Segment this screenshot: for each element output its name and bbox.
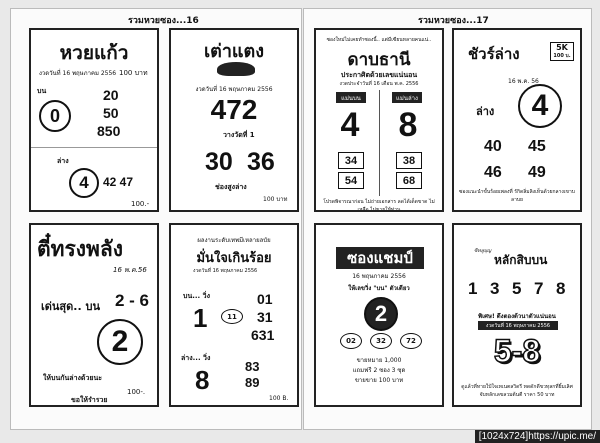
card-tee-song-palang bbox=[29, 223, 159, 407]
badge-bottom: 100 บ. bbox=[553, 53, 571, 59]
number: 7 bbox=[534, 279, 544, 298]
number: 46 bbox=[484, 164, 502, 181]
left-header: รวมหวยซอง...16 bbox=[128, 16, 199, 26]
right-header: รวมหวยซอง...17 bbox=[418, 16, 489, 26]
card-tao-taeng bbox=[169, 28, 299, 212]
option-circle: 72 bbox=[400, 333, 422, 349]
card-date: งวดประจำวันที่ 16 เดือน พ.ค. 2556 bbox=[339, 81, 419, 87]
card-title: ชัวร์ล่าง bbox=[468, 45, 520, 63]
card-subtitle: วางวัดที่ 1 bbox=[223, 131, 255, 139]
number-pair: 2 - 6 bbox=[115, 291, 150, 310]
circle-number: 11 bbox=[221, 309, 243, 324]
card-footer: จับหลักเลขลวมต้นตี ราคา 50 บาท bbox=[479, 392, 555, 398]
image-source-tag: [1024x724]https://upic.me/ bbox=[475, 430, 600, 443]
card-price: 100-. bbox=[127, 388, 146, 396]
option-circle: 02 bbox=[340, 333, 362, 349]
circle-number: 4 bbox=[69, 168, 99, 198]
number: 83 bbox=[245, 359, 260, 374]
run-number: 8 bbox=[195, 365, 210, 395]
label-lang: ล่าง bbox=[57, 157, 69, 165]
number-box: 68 bbox=[396, 172, 422, 189]
card-footer: ขอให้รำรวย bbox=[71, 396, 108, 404]
price-line: แถมฟรี 2 ซอง 3 ซุด bbox=[352, 367, 406, 374]
number: 42 47 bbox=[103, 175, 134, 189]
number-box: 34 bbox=[338, 152, 364, 169]
number: 89 bbox=[245, 375, 260, 390]
turtle-icon bbox=[217, 62, 255, 76]
number: 01 bbox=[257, 291, 273, 307]
number: 40 bbox=[484, 138, 502, 155]
big-number: 4 bbox=[340, 106, 360, 144]
divider bbox=[379, 90, 380, 196]
number: 45 bbox=[528, 138, 546, 155]
card-footer: โปรดพิจารณาก่อน ไม่ถ่ายเอกสาร ลดได้เด็ดขาด ไม่เหลือ ไม่ขายให้ท่าน bbox=[323, 199, 435, 212]
card-footer: ดูแล้วที่ทายใบ้ใจเทเนตลวิดรี ทดดักดีขวทุลกที่ยิ้มเลิศ bbox=[461, 384, 573, 390]
card-price: 100 บาท bbox=[263, 196, 288, 203]
card-title: ตี๋ทรงพลัง bbox=[37, 237, 123, 261]
badge-top: 5K bbox=[556, 43, 568, 52]
card-footer: ซองแนะนำขั้นร้อยเพลงที่ รักิดลิ่มลิงเห็นด้วยกลางเขาบลาบย bbox=[459, 189, 575, 203]
card-top-text: ผลงานระดับเทพมีเหลายลบัย bbox=[197, 237, 271, 244]
card-dab-thani bbox=[314, 28, 444, 212]
number: 49 bbox=[528, 164, 546, 181]
number: 1 bbox=[468, 279, 478, 298]
card-subtitle: ประกาศิตด้วยเลขแน่นอน bbox=[340, 71, 418, 79]
card-price: 100 B. bbox=[269, 395, 289, 402]
big-number: 8 bbox=[398, 106, 418, 144]
card-footer: 100.- bbox=[131, 200, 150, 208]
card-huay-kaew bbox=[29, 28, 159, 212]
label-bon: บน... วิ่ง bbox=[183, 292, 210, 300]
number: 36 bbox=[247, 148, 275, 176]
number: 50 bbox=[103, 105, 119, 121]
circle-number: 0 bbox=[39, 100, 71, 132]
run-number: 1 bbox=[193, 303, 208, 333]
card-date: 16 พ.ค. 56 bbox=[508, 78, 539, 85]
card-date: 16 พ.ค.56 bbox=[113, 266, 147, 274]
number: 631 bbox=[251, 327, 275, 343]
price-line: ขายขาย 100 บาท bbox=[354, 377, 404, 384]
card-date: งวดวันที่ 16 พฤษภาคม 2556 bbox=[39, 70, 117, 77]
number: 850 bbox=[97, 123, 121, 139]
card-sure-lang bbox=[452, 28, 582, 212]
card-date: งวดวันที่ 16 พฤษภาคม 2556 bbox=[195, 86, 273, 93]
number-box: 54 bbox=[338, 172, 364, 189]
badge bbox=[550, 42, 574, 61]
card-small-text: ซิหลูบุญ bbox=[474, 248, 492, 254]
circle-number: 2 bbox=[97, 319, 143, 365]
card-title: เต่าแตง bbox=[203, 41, 265, 62]
card-note: ให้บนกันล่างด้วยนะ bbox=[43, 374, 103, 382]
label-lang: ล่าง bbox=[476, 105, 495, 118]
number-box: 38 bbox=[396, 152, 422, 169]
card-man-jai-koen-roi bbox=[169, 223, 299, 407]
card-subtitle: พิเศษ! ดึงตองด้วนาตัวแน่นอน bbox=[478, 313, 556, 320]
card-date: งวดวันที่ 16 พฤษภาคม 2556 bbox=[478, 321, 558, 330]
number: 5 bbox=[512, 279, 522, 298]
card-title: ซองแชมป์ bbox=[336, 247, 424, 269]
number: 30 bbox=[205, 148, 233, 176]
circle-number: 2 bbox=[364, 297, 398, 331]
number: 3 bbox=[490, 279, 500, 298]
card-lak-sip-bon bbox=[452, 223, 582, 407]
card-note: ให้เลขวิ่ง "บน" ตัวเดียว bbox=[348, 285, 410, 292]
card-top-text: ซองใหม่ไม่เคยทำซองนี้.. แต่มีเซียนหลายคนแน่.. bbox=[326, 37, 432, 43]
column-label: แม่นบน bbox=[336, 92, 366, 103]
card-price: 100 บาท bbox=[119, 69, 148, 77]
big-number: 5-8 bbox=[493, 333, 541, 369]
card-date: งวดวันที่ 16 พฤษภาคม 2556 bbox=[193, 268, 258, 274]
divider bbox=[31, 147, 157, 148]
card-title: มั่นใจเกินร้อย bbox=[196, 251, 272, 266]
card-date: 16 พฤษภาคม 2556 bbox=[352, 273, 406, 280]
card-song-champ bbox=[314, 223, 444, 407]
circle-number: 4 bbox=[518, 84, 562, 128]
label-bon: เด่นสุด.. บน bbox=[41, 300, 100, 313]
option-circle: 32 bbox=[370, 333, 392, 349]
card-note: ช่องสูงล่าง bbox=[215, 183, 247, 191]
label-lang: ล่าง... วิ่ง bbox=[181, 354, 211, 362]
number: 20 bbox=[103, 87, 119, 103]
label-bon: บน bbox=[37, 87, 47, 95]
price-line: ขายหมาย 1,000 bbox=[356, 357, 402, 364]
card-title: ดาบธานี bbox=[347, 50, 411, 70]
column-label: แม่นล่าง bbox=[392, 92, 422, 103]
number: 31 bbox=[257, 309, 273, 325]
card-title: หวยแก้ว bbox=[59, 42, 129, 64]
number: 8 bbox=[556, 279, 566, 298]
big-number: 472 bbox=[210, 94, 258, 125]
card-title: หลักสิบบน bbox=[494, 253, 548, 267]
